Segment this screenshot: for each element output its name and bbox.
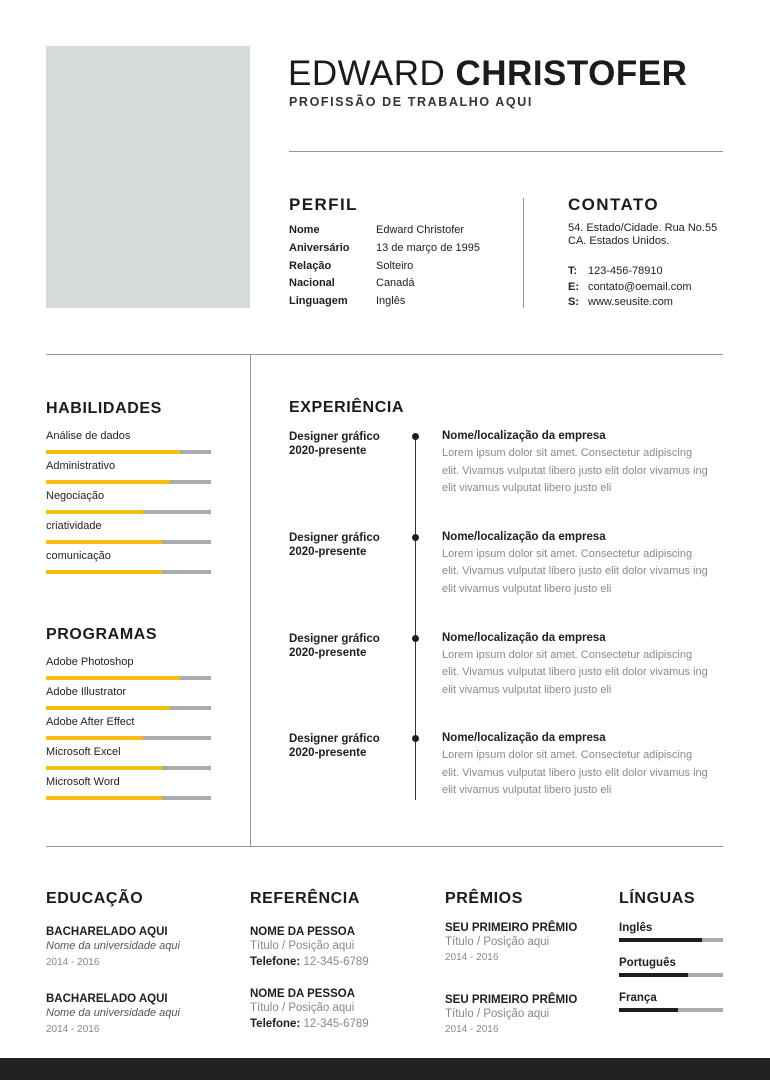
skill-bar-fill bbox=[46, 480, 170, 484]
award-item bbox=[445, 922, 577, 966]
skill-item bbox=[46, 460, 211, 484]
divider bbox=[289, 151, 723, 152]
position: Título / Posição aqui bbox=[250, 940, 355, 952]
education-item bbox=[46, 993, 180, 1038]
perfil-value: Canadá bbox=[376, 277, 415, 290]
company: Nome/localização da empresa bbox=[442, 530, 606, 543]
timeline-dot bbox=[412, 534, 419, 541]
perfil-row bbox=[289, 295, 480, 313]
timeline-line bbox=[415, 436, 416, 800]
last-name: CHRISTOFER bbox=[455, 54, 688, 93]
skill-label: Negociação bbox=[46, 490, 105, 502]
skill-bar-fill bbox=[46, 540, 162, 544]
company: Nome/localização da empresa bbox=[442, 732, 606, 745]
award-name: SEU PRIMEIRO PRÊMIO bbox=[445, 994, 578, 1006]
perfil-value: Edward Christofer bbox=[376, 224, 465, 236]
contact-key: T: bbox=[568, 265, 578, 277]
contact-value: 123-456-78910 bbox=[588, 265, 663, 277]
language-item bbox=[619, 957, 723, 977]
skill-bar bbox=[46, 510, 211, 514]
years: 2014 - 2016 bbox=[46, 1024, 100, 1035]
description: Lorem ipsum dolor sit amet. Consectetur adipiscing elit. Vivamus vulputat libero justo elit dolor vivamus ing elit vivamus vulputat libero justo eli bbox=[442, 447, 708, 494]
experience-detail bbox=[442, 430, 712, 498]
skill-bar bbox=[46, 570, 211, 574]
profession: PROFISSÃO DE TRABALHO AQUI bbox=[289, 95, 533, 109]
contact-list bbox=[568, 265, 692, 312]
skill-bar-fill bbox=[46, 796, 162, 800]
skill-item bbox=[46, 746, 211, 770]
skill-bar bbox=[46, 450, 211, 454]
contact-row bbox=[568, 265, 692, 281]
referencia-section bbox=[250, 890, 369, 1032]
skill-bar bbox=[46, 676, 211, 680]
years: 2014 - 2016 bbox=[445, 952, 499, 963]
perfil-row bbox=[289, 242, 480, 260]
role: Designer gráfico bbox=[289, 632, 380, 645]
education-item bbox=[46, 926, 180, 971]
skill-label: Microsoft Word bbox=[46, 776, 120, 788]
language-bar bbox=[619, 1008, 723, 1012]
skill-bar bbox=[46, 796, 211, 800]
skill-label: Análise de dados bbox=[46, 430, 131, 442]
phone-value: 12-345-6789 bbox=[303, 1018, 369, 1030]
programas-title: PROGRAMAS bbox=[46, 626, 158, 643]
language-bar bbox=[619, 938, 723, 942]
reference-item bbox=[250, 926, 369, 970]
skill-item bbox=[46, 686, 211, 710]
skill-item bbox=[46, 520, 211, 544]
timeline-dot bbox=[412, 735, 419, 742]
contact-key: E: bbox=[568, 280, 579, 293]
person-name: NOME DA PESSOA bbox=[250, 988, 356, 1000]
habilidades-title: HABILIDADES bbox=[46, 400, 162, 417]
perfil-key: Nacional bbox=[289, 277, 335, 290]
position: Título / Posição aqui bbox=[250, 1002, 355, 1014]
language-bar-fill bbox=[619, 973, 688, 977]
role: Designer gráfico bbox=[289, 531, 380, 544]
language-bar-fill bbox=[619, 1008, 678, 1012]
referencia-title: REFERÊNCIA bbox=[250, 890, 361, 907]
experiencia-title: EXPERIÊNCIA bbox=[289, 399, 405, 416]
premios-section bbox=[445, 890, 577, 1038]
skill-bar-fill bbox=[46, 510, 143, 514]
divider bbox=[250, 354, 251, 846]
phone-value: 12-345-6789 bbox=[303, 956, 369, 968]
educacao-title: EDUCAÇÃO bbox=[46, 890, 144, 907]
years: 2014 - 2016 bbox=[445, 1024, 499, 1035]
experience-detail bbox=[442, 732, 712, 800]
role: Designer gráfico bbox=[289, 431, 380, 443]
perfil-key: Nome bbox=[289, 224, 320, 236]
skill-bar bbox=[46, 706, 211, 710]
skill-bar-fill bbox=[46, 570, 162, 574]
skill-label: Adobe After Effect bbox=[46, 716, 135, 728]
person-name: NOME DA PESSOA bbox=[250, 926, 356, 938]
language-bar-fill bbox=[619, 938, 702, 942]
company: Nome/localização da empresa bbox=[442, 430, 606, 442]
skill-bar-fill bbox=[46, 736, 143, 740]
perfil-value: Inglês bbox=[376, 295, 406, 308]
educacao-section bbox=[46, 890, 180, 1038]
phone-label: Telefone: bbox=[250, 956, 301, 968]
divider bbox=[46, 354, 723, 355]
degree: BACHARELADO AQUI bbox=[46, 926, 168, 938]
contact-key: S: bbox=[568, 296, 579, 308]
skill-item bbox=[46, 716, 211, 740]
perfil-row bbox=[289, 277, 480, 295]
perfil-title: PERFIL bbox=[289, 195, 358, 214]
skill-item bbox=[46, 490, 211, 514]
perfil-row bbox=[289, 224, 480, 242]
position: Título / Posição aqui bbox=[445, 1008, 550, 1020]
premios-title: PRÊMIOS bbox=[445, 890, 523, 907]
company: Nome/localização da empresa bbox=[442, 631, 606, 644]
award-item bbox=[445, 994, 577, 1038]
skill-bar-fill bbox=[46, 450, 180, 454]
language-label: França bbox=[619, 992, 657, 1004]
skill-bar-fill bbox=[46, 766, 162, 770]
footer-bar bbox=[0, 1058, 770, 1080]
skill-item bbox=[46, 550, 211, 574]
skill-label: Adobe Photoshop bbox=[46, 656, 134, 668]
perfil-value: 13 de março de 1995 bbox=[376, 241, 480, 254]
skill-bar bbox=[46, 480, 211, 484]
language-bar bbox=[619, 973, 723, 977]
language-item bbox=[619, 922, 723, 942]
perfil-key: Linguagem bbox=[289, 295, 348, 308]
experience-role bbox=[289, 732, 380, 760]
description: Lorem ipsum dolor sit amet. Consectetur adipiscing elit. Vivamus vulputat libero justo elit dolor vivamus ing elit vivamus vulputat libero justo eli bbox=[442, 648, 708, 696]
experience-detail bbox=[442, 632, 712, 700]
perfil-row bbox=[289, 260, 480, 278]
skill-bar-fill bbox=[46, 676, 180, 680]
skill-item bbox=[46, 656, 211, 680]
perfil-value: Solteiro bbox=[376, 259, 414, 272]
experience-detail bbox=[442, 531, 712, 599]
contact-row bbox=[568, 281, 692, 297]
reference-item bbox=[250, 988, 369, 1032]
skill-bar bbox=[46, 540, 211, 544]
language-label: Inglês bbox=[619, 922, 653, 934]
experience-role bbox=[289, 632, 380, 660]
profile-photo-placeholder bbox=[46, 46, 250, 308]
position: Título / Posição aqui bbox=[445, 936, 550, 948]
experience-role bbox=[289, 531, 380, 559]
perfil-key: Aniversário bbox=[289, 241, 350, 254]
contact-value: contato@oemail.com bbox=[588, 280, 692, 293]
first-name: EDWARD bbox=[288, 54, 446, 93]
contact-value: www.seusite.com bbox=[588, 296, 673, 308]
period: 2020-presente bbox=[289, 445, 367, 457]
address-line: 54. Estado/Cidade. Rua No.55 bbox=[568, 222, 718, 234]
skill-label: comunicação bbox=[46, 550, 111, 562]
perfil-key: Relação bbox=[289, 259, 332, 272]
description: Lorem ipsum dolor sit amet. Consectetur adipiscing elit. Vivamus vulputat libero justo elit dolor vivamus ing elit vivamus vulputat libero justo eli bbox=[442, 547, 708, 595]
timeline-dot bbox=[412, 635, 419, 642]
address-line: CA. Estados Unidos. bbox=[568, 235, 670, 247]
skill-item bbox=[46, 776, 211, 800]
award-name: SEU PRIMEIRO PRÊMIO bbox=[445, 922, 578, 934]
divider bbox=[523, 198, 524, 308]
degree: BACHARELADO AQUI bbox=[46, 993, 168, 1005]
timeline-dot bbox=[412, 433, 419, 440]
school: Nome da universidade aqui bbox=[46, 1007, 180, 1019]
school: Nome da universidade aqui bbox=[46, 940, 180, 952]
language-item bbox=[619, 992, 723, 1012]
skill-bar bbox=[46, 736, 211, 740]
linguas-section bbox=[619, 890, 695, 908]
address bbox=[568, 222, 717, 248]
full-name bbox=[288, 54, 687, 94]
linguas-title: LÍNGUAS bbox=[619, 890, 696, 907]
divider bbox=[46, 846, 723, 847]
skill-bar bbox=[46, 766, 211, 770]
period: 2020-presente bbox=[289, 545, 367, 558]
contato-title: CONTATO bbox=[568, 195, 660, 214]
contact-row bbox=[568, 296, 692, 312]
role: Designer gráfico bbox=[289, 733, 380, 746]
skill-label: Microsoft Excel bbox=[46, 746, 121, 758]
skill-label: criatividade bbox=[46, 520, 102, 532]
skill-bar-fill bbox=[46, 706, 170, 710]
description: Lorem ipsum dolor sit amet. Consectetur adipiscing elit. Vivamus vulputat libero justo elit dolor vivamus ing elit vivamus vulputat libero justo eli bbox=[442, 749, 708, 797]
perfil-list bbox=[289, 224, 480, 313]
phone-label: Telefone: bbox=[250, 1018, 301, 1030]
language-label: Português bbox=[619, 957, 676, 969]
experience-role bbox=[289, 430, 380, 458]
skill-label: Adobe Illustrator bbox=[46, 686, 127, 698]
years: 2014 - 2016 bbox=[46, 957, 100, 968]
skill-item bbox=[46, 430, 211, 454]
phone bbox=[250, 954, 369, 970]
skill-label: Administrativo bbox=[46, 460, 116, 472]
period: 2020-presente bbox=[289, 747, 367, 760]
phone bbox=[250, 1016, 369, 1032]
period: 2020-presente bbox=[289, 646, 367, 659]
